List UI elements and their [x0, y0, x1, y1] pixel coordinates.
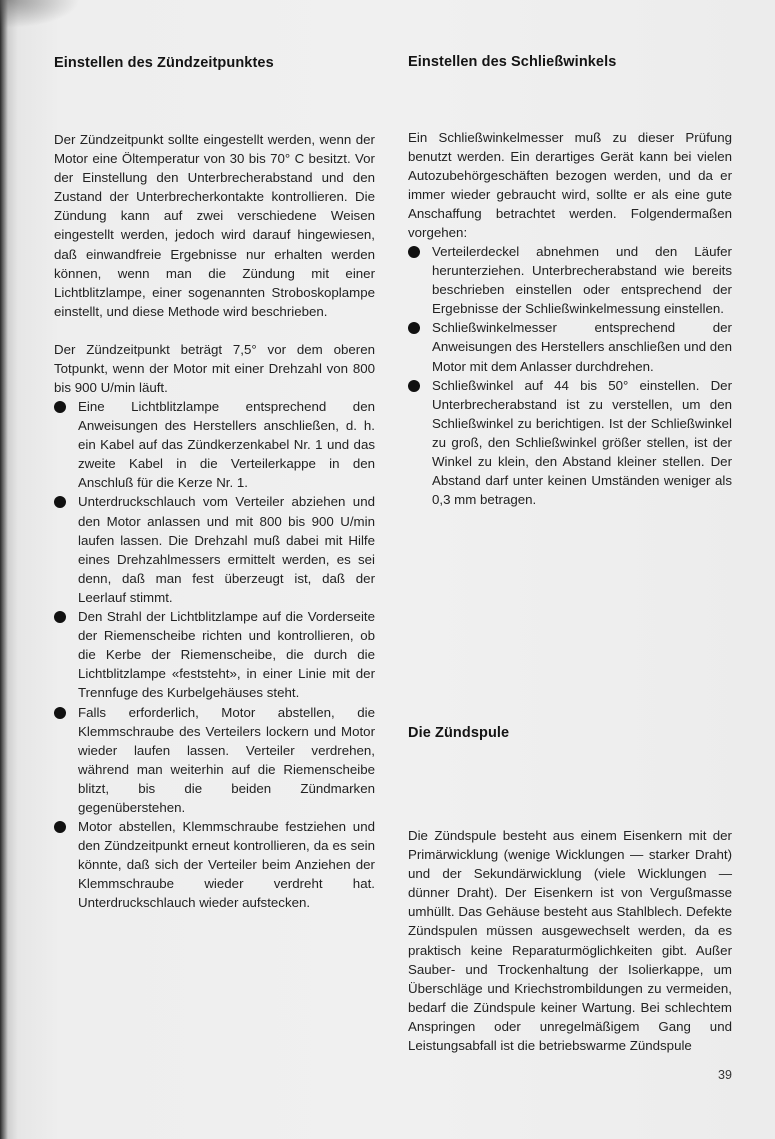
paragraph-ignition-timing-value: Der Zündzeitpunkt beträgt 7,5° vor dem oberen Totpunkt, wenn der Motor mit einer Drehzahl von 800 bis 900 U/min läuft.	[54, 342, 375, 396]
bullet-icon	[54, 401, 66, 413]
bullet-icon	[54, 611, 66, 623]
heading-dwell-angle: Einstellen des Schließwinkels	[408, 54, 617, 70]
scan-shadow	[0, 0, 80, 28]
bullet-icon	[54, 496, 66, 508]
bullet-icon	[408, 246, 420, 258]
list-item	[408, 242, 732, 318]
list-item	[54, 703, 375, 818]
list-ignition-steps	[54, 397, 375, 913]
paragraph-dwell-intro: Ein Schließwinkelmesser muß zu dieser Prüfung benutzt werden. Ein derartiges Gerät kann bei vielen Autozubehörgeschäften bezogen werden, und da er immer wieder gebraucht wird, sollte er als eine gute Anschaffung betrachtet werden. Folgendermaßen vorgehen:	[408, 130, 732, 241]
paragraph-ignition-coil: Die Zündspule besteht aus einem Eisenkern mit der Primärwicklung (wenige Wicklungen — starker Draht) und der Sekundärwicklung (viele Wicklungen — dünner Draht). Der Eisenkern ist von Vergußmasse umhüllt. Das Gehäuse besteht aus Stahlblech. Defekte Zündspulen müssen ausgewechselt werden, da es praktisch keine Reparaturmöglichkeiten gibt. Außer Sauber- und Trockenhaltung der Isolierkappe, um Überschläge und Kriechstrombildungen zu vermeiden, bedarf die Zündspule keiner Wartung. Bei schlechtem Anspringen oder unregelmäßigem Gang und Leistungsabfall ist die betriebswarme Zündspule	[408, 828, 732, 1054]
list-item-text: Schließwinkelmesser entsprechend der Anweisungen des Herstellers anschließen und den Motor mit dem Anlasser durchdrehen.	[432, 320, 732, 374]
paragraph-ignition-intro: Der Zündzeitpunkt sollte eingestellt werden, wenn der Motor eine Öltemperatur von 30 bis 70° C besitzt. Vor der Einstellung den Unterbrecherabstand und den Zustand der Unterbrecherkontakte kontrollieren. Die Zündung kann auf zwei verschiedene Weisen eingestellt werden, jedoch wird darauf hingewiesen, daß einwandfreie Ergebnisse nur erhalten werden können, wenn man die Zündung mit einer Lichtblitzlampe, einer sogenannten Stroboskoplampe einstellt, und diese Methode wird beschrieben.	[54, 132, 375, 319]
bullet-icon	[408, 380, 420, 392]
heading-ignition-timing: Einstellen des Zündzeitpunktes	[54, 55, 274, 71]
list-item-text: Eine Lichtblitzlampe entsprechend den Anweisungen des Herstellers anschließen, d. h. ein Kabel auf das Zündkerzenkabel Nr. 1 und das zweite Kabel in die Verteilerkappe in den Anschluß für die Kerze Nr. 1.	[78, 399, 375, 491]
list-item-text: Falls erforderlich, Motor abstellen, die Klemmschraube des Verteilers lockern und Motor wieder laufen lassen. Verteiler verdrehen, während man weiterhin auf die Riemenscheibe blitzt, bis die beiden Zündmarken gegenüberstehen.	[78, 704, 375, 815]
bullet-icon	[54, 821, 66, 833]
list-item-text: Den Strahl der Lichtblitzlampe auf die Vorderseite der Riemenscheibe richten und kontrollieren, ob die Kerbe der Riemenscheibe, die durch die Lichtblitzlampe «feststeht», in einer Linie mit der Trennfuge des Kurbelgehäuses steht.	[78, 609, 375, 701]
heading-ignition-coil: Die Zündspule	[408, 725, 510, 741]
list-item	[54, 397, 375, 492]
list-item-text: Verteilerdeckel abnehmen und den Läufer herunterziehen. Unterbrecherabstand wie bereits beschrieben einstellen oder entsprechend der Ergebnisse der Schließwinkelmessung einstellen.	[432, 244, 732, 317]
list-item	[54, 607, 375, 702]
list-item	[408, 376, 732, 510]
list-item	[408, 318, 732, 375]
bullet-icon	[54, 707, 66, 719]
list-item-text: Unterdruckschlauch vom Verteiler abziehen und den Motor anlassen und mit 800 bis 900 U/min laufen lassen. Die Drehzahl muß dabei mit Hilfe eines Drehzahlmessers ermittelt werden, es sei denn, daß man fest überzeugt ist, daß der Leerlauf stimmt.	[78, 494, 375, 605]
list-item	[54, 817, 375, 912]
list-item-text: Schließwinkel auf 44 bis 50° einstellen. Der Unterbrecherabstand ist zu verstellen, um den Schließwinkel zu berichtigen. Ist der Schließwinkel zu groß, den Schließwinkel größer stellen, ist der Winkel zu klein, den Abstand kleiner stellen. Der Abstand darf unter keinen Umständen weniger als 0,3 mm betragen.	[432, 377, 732, 508]
page-number: 39	[718, 1068, 732, 1082]
bullet-icon	[408, 322, 420, 334]
list-item-text: Motor abstellen, Klemmschraube festziehen und den Zündzeitpunkt erneut kontrollieren, da es sein könnte, daß sich der Verteiler beim Anziehen der Klemmschraube wieder verdreht hat. Unterdruckschlauch wieder aufstecken.	[78, 819, 375, 911]
list-dwell-steps	[408, 242, 732, 509]
list-item	[54, 492, 375, 607]
